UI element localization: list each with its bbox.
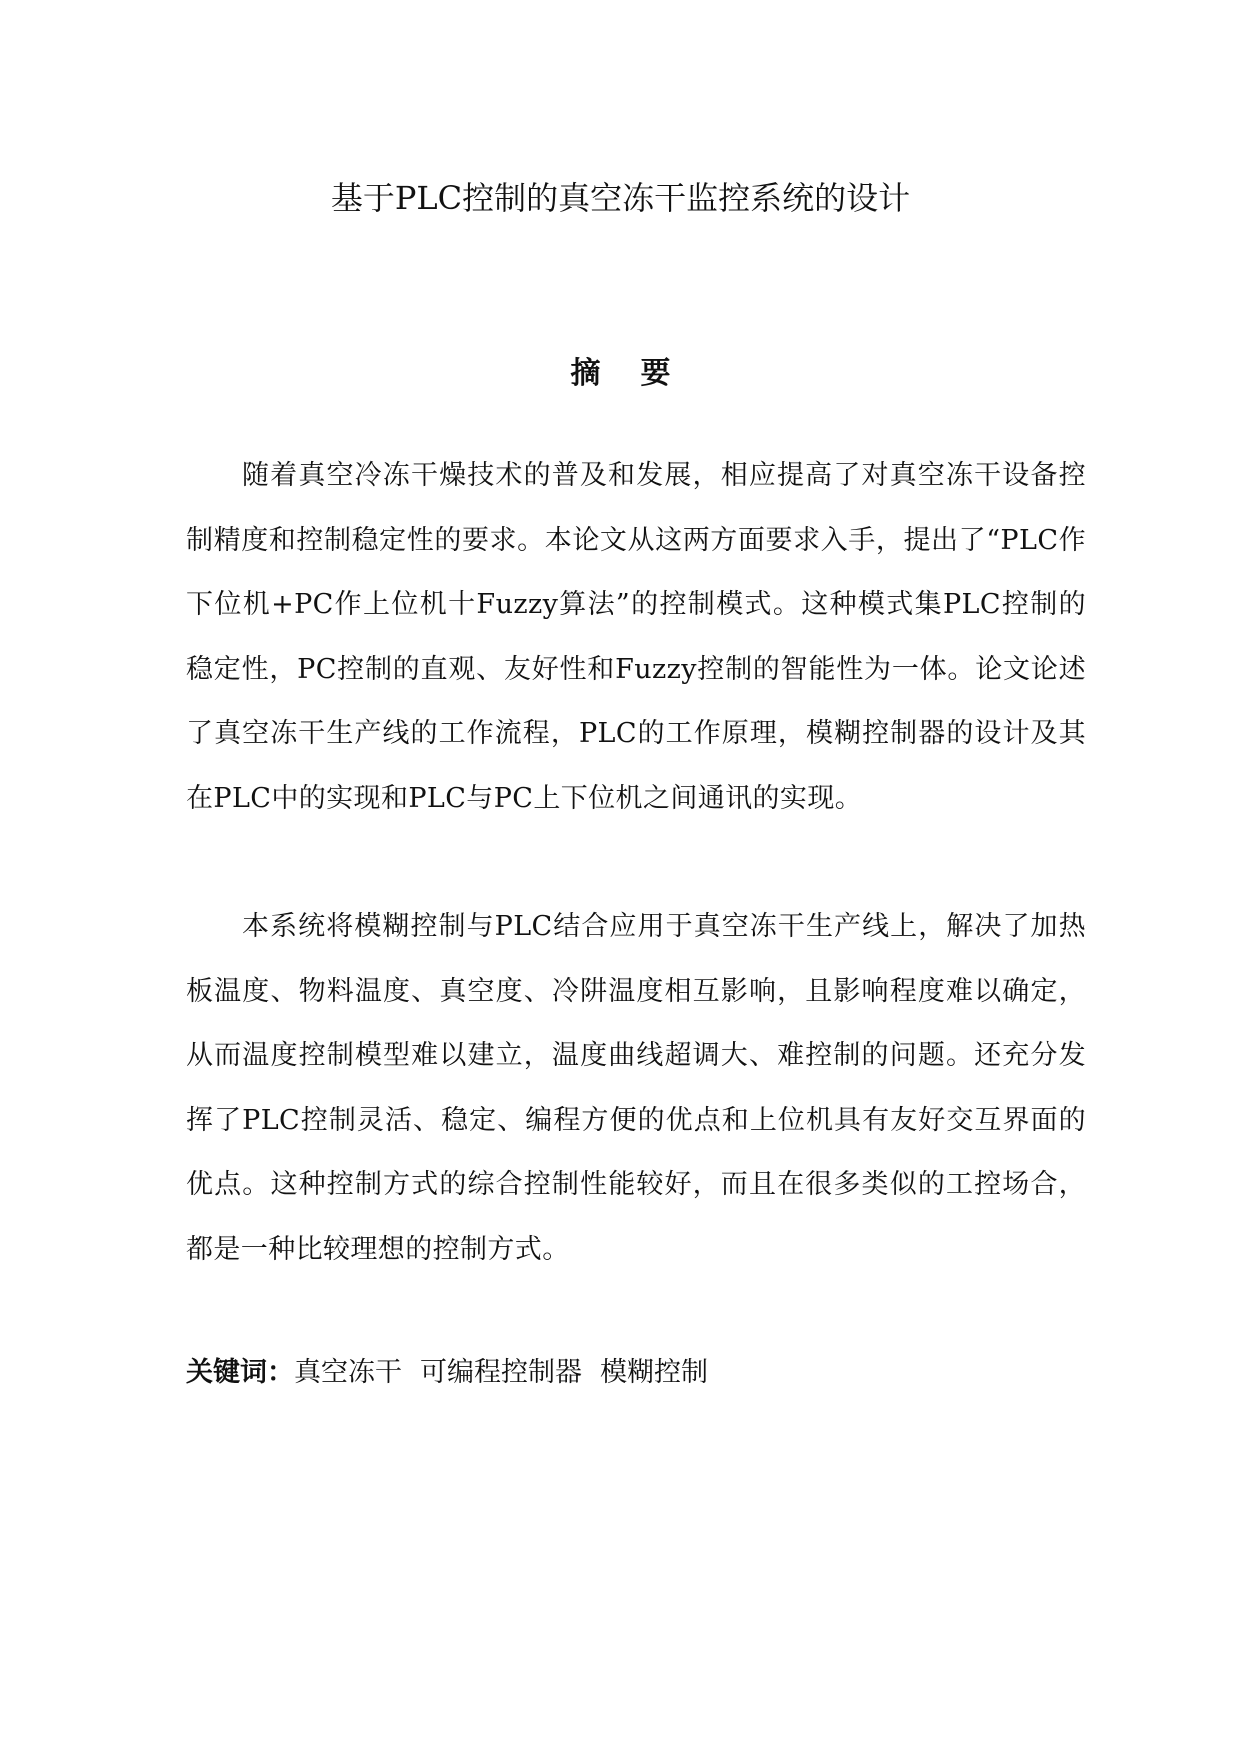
- keyword-item: 模糊控制: [600, 1357, 708, 1388]
- abstract-paragraph-1: 随着真空冷冻干燥技术的普及和发展，相应提高了对真空冻干设备控制精度和控制稳定性的要求。本论文从这两方面要求入手，提出了“PLC作下位机+PC作上位机十Fuzzy算法”的控制模式。这种模式集PLC控制的稳定性，PC控制的直观、友好性和Fuzzy控制的智能性为一体。论文论述了真空冻干生产线的工作流程，PLC的工作原理，模糊控制器的设计及其在PLC中的实现和PLC与PC上下位机之间通讯的实现。: [186, 460, 1086, 814]
- keyword-item: 真空冻干: [294, 1357, 402, 1388]
- document-title: 基于PLC控制的真空冻干监控系统的设计: [330, 179, 911, 217]
- abstract-heading-char-2: 要: [640, 356, 671, 391]
- abstract-paragraph-2: 本系统将模糊控制与PLC结合应用于真空冻干生产线上，解决了加热板温度、物料温度、真空度、冷阱温度相互影响，且影响程度难以确定，从而温度控制模型难以建立，温度曲线超调大、难控制的问题。还充分发挥了PLC控制灵活、稳定、编程方便的优点和上位机具有友好交互界面的优点。这种控制方式的综合控制性能较好，而且在很多类似的工控场合，都是一种比较理想的控制方式。: [186, 911, 1086, 1265]
- abstract-heading: [0, 354, 1241, 394]
- keyword-item: 可编程控制器: [420, 1357, 582, 1388]
- keywords-line: [186, 1353, 1086, 1393]
- keywords-label: 关键词：: [186, 1357, 294, 1388]
- abstract-heading-char-1: 摘: [570, 356, 601, 391]
